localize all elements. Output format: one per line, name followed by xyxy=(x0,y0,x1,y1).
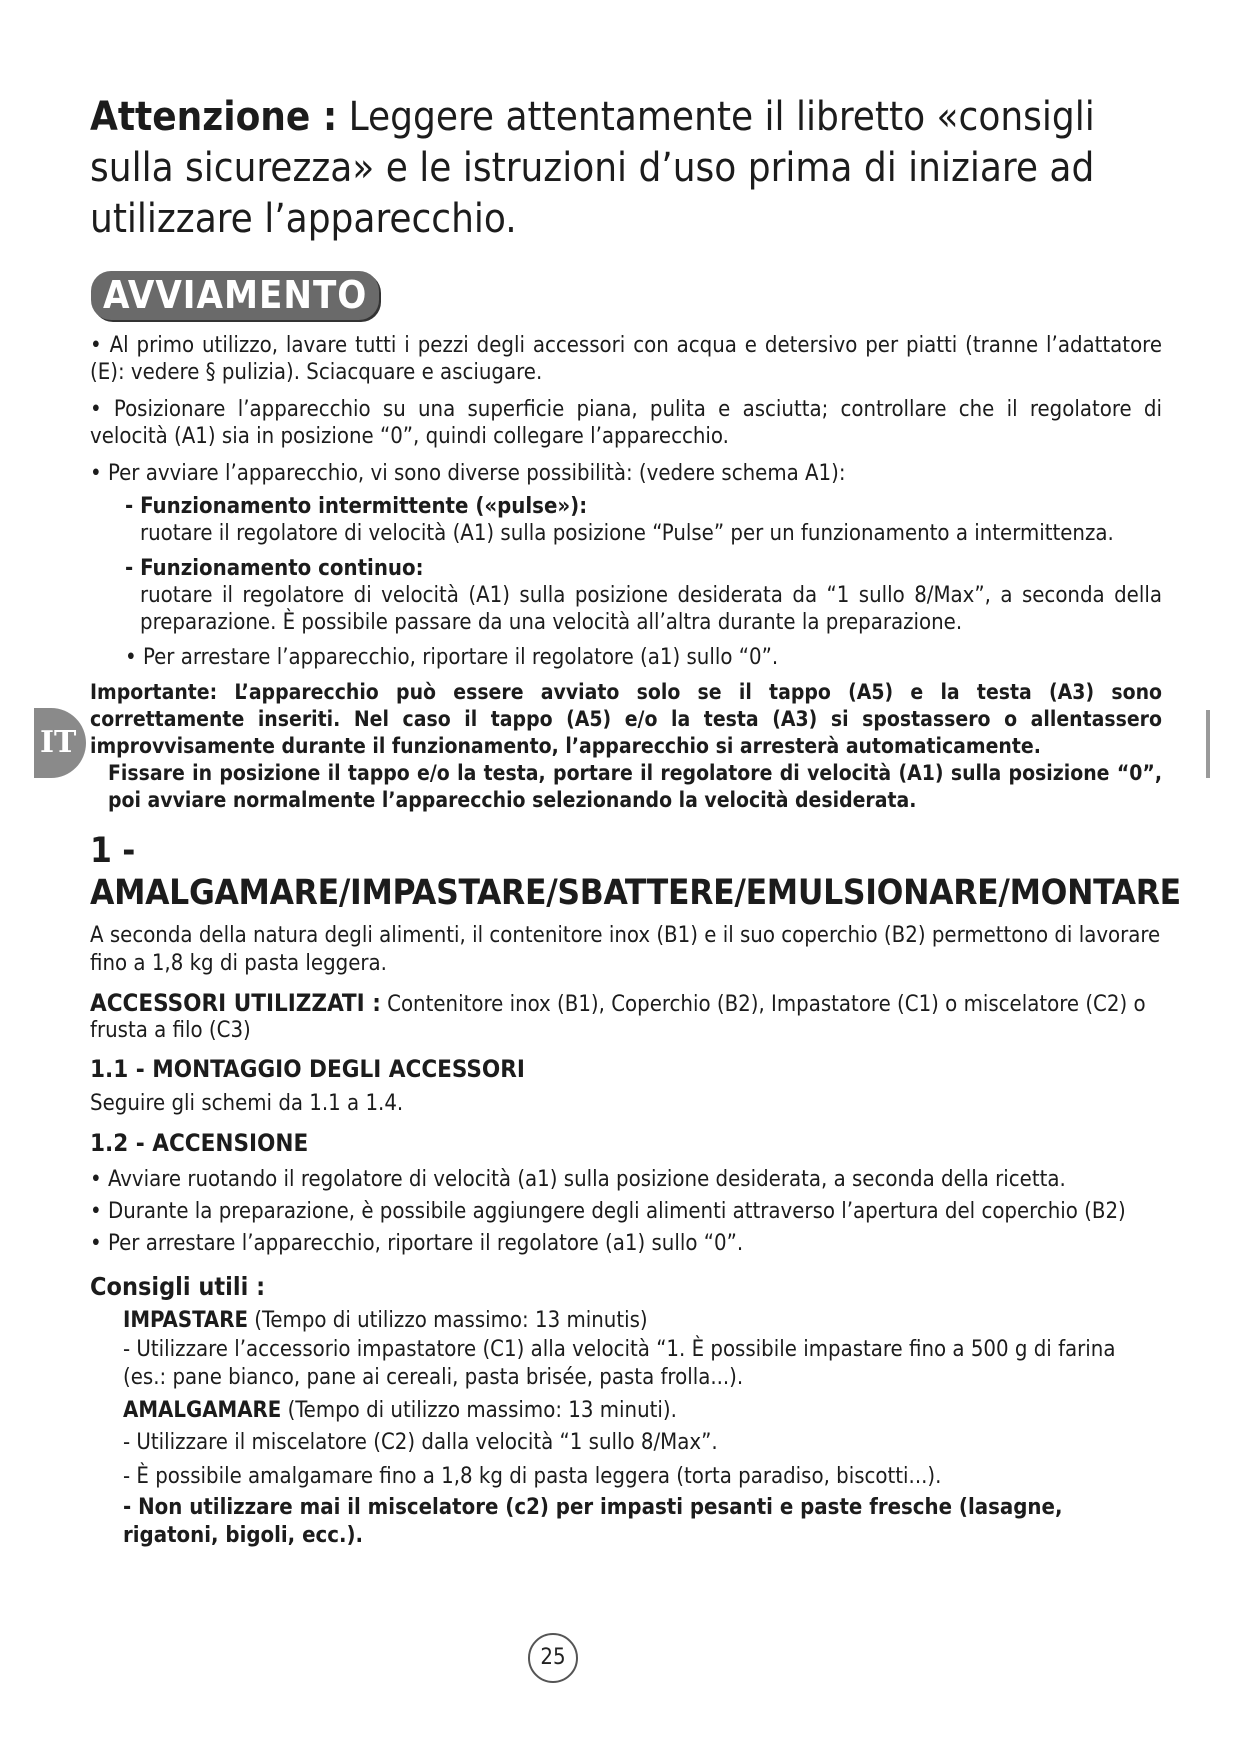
important-note-part2: Fissare in posizione il tappo e/o la testa, portare il regolatore di velocità (A1) sulla posizione “0”, poi avviare normalmente l’apparecchio selezionando la velocità desiderata. xyxy=(108,761,1162,812)
page-edge-mark xyxy=(1206,710,1210,778)
mode-continuous xyxy=(125,555,1162,636)
bullet-1-2-start: • Avviare ruotando il regolatore di velocità (a1) sulla posizione desiderata, a seconda della ricetta. xyxy=(90,1167,1066,1192)
amalgamare-line2: - È possibile amalgamare fino a 1,8 kg di pasta leggera (torta paradiso, biscotti...). xyxy=(123,1464,942,1489)
important-note-part1: Importante: L’apparecchio può essere avviato solo se il tappo (A5) e la testa (A3) sono correttamente inseriti. Nel caso il tappo (A5) e/o la testa (A3) si spostassero o allentassero improvvisamente durante il funzionamento, l’apparecchio si arresterà automaticamente. xyxy=(90,680,1162,758)
text-1-1: Seguire gli schemi da 1.1 a 1.4. xyxy=(90,1091,404,1116)
warning-label: Attenzione : xyxy=(90,94,338,140)
amalgamare-time: (Tempo di utilizzo massimo: 13 minuti). xyxy=(281,1398,677,1423)
amalgamare-line1: - Utilizzare il miscelatore (C2) dalla velocità “1 sullo 8/Max”. xyxy=(123,1430,718,1455)
section1-title: 1 - AMALGAMARE/IMPASTARE/SBATTERE/EMULSIONARE/MONTARE xyxy=(90,831,1181,913)
section1-intro: A seconda della natura degli alimenti, il contenitore inox (B1) e il suo coperchio (B2) permettono di lavorare fino a 1,8 kg di pasta leggera. xyxy=(90,923,1161,976)
impastare-time: (Tempo di utilizzo massimo: 13 minutis) xyxy=(248,1308,648,1333)
important-note xyxy=(90,679,1162,814)
accessories-used xyxy=(90,990,1162,1044)
amalgamare-label: AMALGAMARE xyxy=(123,1398,282,1423)
amalgamare-warning: - Non utilizzare mai il miscelatore (c2) per impasti pesanti e paste fresche (lasagne, rigatoni, bigoli, ecc.). xyxy=(123,1495,1063,1548)
section-title-avviamento: AVVIAMENTO xyxy=(91,271,379,320)
bullet-stop: • Per arrestare l’apparecchio, riportare il regolatore (a1) sullo “0”. xyxy=(125,645,779,670)
manual-page xyxy=(90,92,1181,1550)
tips-title: Consigli utili : xyxy=(90,1272,266,1301)
bullet-first-use: • Al primo utilizzo, lavare tutti i pezzi degli accessori con acqua e detersivo per piatti (tranne l’adattatore (E): vedere § pulizia). Sciacquare e asciugare. xyxy=(90,333,1162,385)
mode-pulse-title: - Funzionamento intermittente («pulse»): xyxy=(125,494,588,519)
mode-pulse-text: ruotare il regolatore di velocità (A1) sulla posizione “Pulse” per un funzionamento a intermittenza. xyxy=(140,521,1114,546)
bullet-positioning: • Posizionare l’apparecchio su una superficie piana, pulita e asciutta; controllare che il regolatore di velocità (A1) sia in posizione “0”, quindi collegare l’apparecchio. xyxy=(90,397,1162,449)
accessories-text: Contenitore inox (B1), Coperchio (B2), Impastatore (C1) o miscelatore (C2) o frusta a filo (C3) xyxy=(90,992,1146,1043)
accessories-label: ACCESSORI UTILIZZATI : xyxy=(90,989,381,1017)
impastare-text: - Utilizzare l’accessorio impastatore (C1) alla velocità “1. È possibile impastare fino a 500 g di farina (es.: pane bianco, pane ai cereali, pasta brisée, pasta frolla...). xyxy=(123,1337,1116,1390)
language-tab: IT xyxy=(34,708,86,778)
mode-continuous-text: ruotare il regolatore di velocità (A1) sulla posizione desiderata da “1 sullo 8/Max”, a seconda della preparazione. È possibile passare da una velocità all’altra durante la preparazione. xyxy=(140,583,1162,635)
safety-warning xyxy=(90,92,1162,245)
heading-1-1: 1.1 - MONTAGGIO DEGLI ACCESSORI xyxy=(90,1055,525,1083)
bullet-start-options: • Per avviare l’apparecchio, vi sono diverse possibilità: (vedere schema A1): xyxy=(90,461,846,486)
page-number: 25 xyxy=(528,1633,578,1683)
heading-1-2: 1.2 - ACCENSIONE xyxy=(90,1129,309,1157)
impastare-label: IMPASTARE xyxy=(123,1308,248,1333)
mode-continuous-title: - Funzionamento continuo: xyxy=(125,556,424,581)
mode-pulse xyxy=(125,493,1162,547)
tip-impastare xyxy=(123,1306,1162,1550)
bullet-1-2-stop: • Per arrestare l’apparecchio, riportare il regolatore (a1) sullo “0”. xyxy=(90,1231,744,1256)
bullet-1-2-add-food: • Durante la preparazione, è possibile aggiungere degli alimenti attraverso l’apertura del coperchio (B2) xyxy=(90,1199,1126,1224)
warning-text: Leggere attentamente il libretto «consigli sulla sicurezza» e le istruzioni d’uso prima di iniziare ad utilizzare l’apparecchio. xyxy=(90,94,1095,242)
